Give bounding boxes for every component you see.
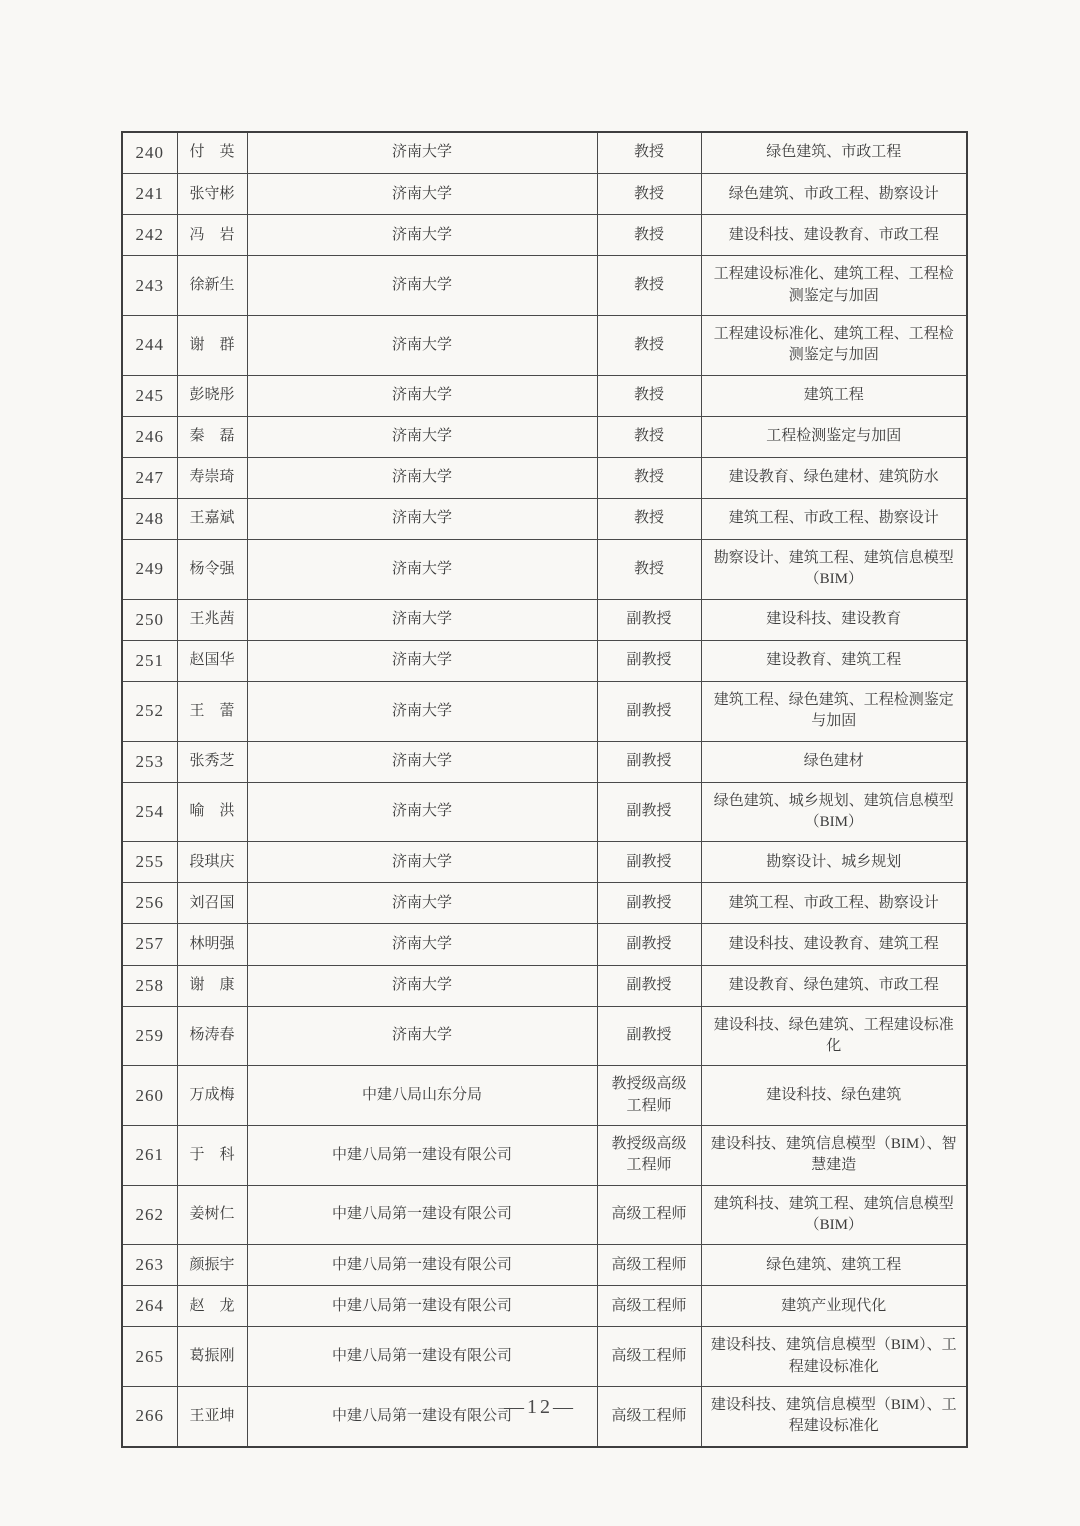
title-cell: 副教授 — [597, 965, 701, 1006]
name-cell: 谢 康 — [177, 965, 247, 1006]
row-number-cell: 258 — [122, 965, 177, 1006]
name-cell: 万成梅 — [177, 1066, 247, 1126]
title-cell: 教授 — [597, 540, 701, 600]
organization-cell: 中建八局山东分局 — [247, 1066, 597, 1126]
specialty-cell: 工程检测鉴定与加固 — [701, 416, 967, 457]
table-row — [122, 883, 967, 924]
specialty-cell: 建设科技、建设教育、建筑工程 — [701, 924, 967, 965]
specialty-cell: 建筑工程、市政工程、勘察设计 — [701, 883, 967, 924]
table-row — [122, 375, 967, 416]
row-number-cell: 263 — [122, 1245, 177, 1286]
specialty-cell: 建筑科技、建筑工程、建筑信息模型（BIM） — [701, 1185, 967, 1245]
expert-list-table — [121, 131, 968, 1448]
title-cell: 副教授 — [597, 782, 701, 842]
table-row — [122, 1125, 967, 1185]
organization-cell: 济南大学 — [247, 256, 597, 316]
name-cell: 林明强 — [177, 924, 247, 965]
table-row — [122, 741, 967, 782]
specialty-cell: 建设科技、绿色建筑、工程建设标准化 — [701, 1006, 967, 1066]
row-number-cell: 266 — [122, 1386, 177, 1446]
table-row — [122, 416, 967, 457]
row-number-cell: 244 — [122, 315, 177, 375]
name-cell: 谢 群 — [177, 315, 247, 375]
row-number-cell: 251 — [122, 640, 177, 681]
name-cell: 段琪庆 — [177, 842, 247, 883]
organization-cell: 济南大学 — [247, 457, 597, 498]
title-cell: 副教授 — [597, 681, 701, 741]
table-row — [122, 1286, 967, 1327]
organization-cell: 济南大学 — [247, 782, 597, 842]
table-row — [122, 782, 967, 842]
organization-cell: 济南大学 — [247, 215, 597, 256]
row-number-cell: 252 — [122, 681, 177, 741]
title-cell: 教授 — [597, 457, 701, 498]
title-cell: 高级工程师 — [597, 1327, 701, 1387]
name-cell: 张守彬 — [177, 174, 247, 215]
table-row — [122, 640, 967, 681]
row-number-cell: 264 — [122, 1286, 177, 1327]
title-cell: 高级工程师 — [597, 1386, 701, 1446]
title-cell: 教授 — [597, 315, 701, 375]
organization-cell: 济南大学 — [247, 132, 597, 174]
name-cell: 王嘉斌 — [177, 498, 247, 539]
name-cell: 彭晓彤 — [177, 375, 247, 416]
specialty-cell: 绿色建筑、建筑工程 — [701, 1245, 967, 1286]
organization-cell: 济南大学 — [247, 741, 597, 782]
table-row — [122, 174, 967, 215]
table-row — [122, 1327, 967, 1387]
row-number-cell: 256 — [122, 883, 177, 924]
title-cell: 副教授 — [597, 924, 701, 965]
specialty-cell: 绿色建筑、市政工程 — [701, 132, 967, 174]
specialty-cell: 工程建设标准化、建筑工程、工程检测鉴定与加固 — [701, 256, 967, 316]
title-cell: 副教授 — [597, 741, 701, 782]
name-cell: 喻 洪 — [177, 782, 247, 842]
name-cell: 杨令强 — [177, 540, 247, 600]
organization-cell: 济南大学 — [247, 1006, 597, 1066]
title-cell: 教授 — [597, 498, 701, 539]
organization-cell: 济南大学 — [247, 498, 597, 539]
title-cell: 教授 — [597, 174, 701, 215]
row-number-cell: 243 — [122, 256, 177, 316]
row-number-cell: 254 — [122, 782, 177, 842]
specialty-cell: 勘察设计、城乡规划 — [701, 842, 967, 883]
organization-cell: 济南大学 — [247, 174, 597, 215]
table-row — [122, 315, 967, 375]
title-cell: 教授 — [597, 215, 701, 256]
specialty-cell: 绿色建材 — [701, 741, 967, 782]
name-cell: 徐新生 — [177, 256, 247, 316]
name-cell: 杨涛春 — [177, 1006, 247, 1066]
specialty-cell: 绿色建筑、市政工程、勘察设计 — [701, 174, 967, 215]
row-number-cell: 248 — [122, 498, 177, 539]
organization-cell: 中建八局第一建设有限公司 — [247, 1386, 597, 1446]
row-number-cell: 240 — [122, 132, 177, 174]
table-row — [122, 1245, 967, 1286]
title-cell: 高级工程师 — [597, 1286, 701, 1327]
row-number-cell: 259 — [122, 1006, 177, 1066]
row-number-cell: 246 — [122, 416, 177, 457]
row-number-cell: 249 — [122, 540, 177, 600]
name-cell: 王亚坤 — [177, 1386, 247, 1446]
table-row — [122, 132, 967, 174]
row-number-cell: 247 — [122, 457, 177, 498]
row-number-cell: 257 — [122, 924, 177, 965]
organization-cell: 中建八局第一建设有限公司 — [247, 1286, 597, 1327]
title-cell: 副教授 — [597, 599, 701, 640]
organization-cell: 中建八局第一建设有限公司 — [247, 1245, 597, 1286]
table-row — [122, 215, 967, 256]
organization-cell: 济南大学 — [247, 842, 597, 883]
title-cell: 高级工程师 — [597, 1185, 701, 1245]
organization-cell: 中建八局第一建设有限公司 — [247, 1125, 597, 1185]
name-cell: 颜振宇 — [177, 1245, 247, 1286]
name-cell: 于 科 — [177, 1125, 247, 1185]
organization-cell: 济南大学 — [247, 599, 597, 640]
organization-cell: 中建八局第一建设有限公司 — [247, 1327, 597, 1387]
specialty-cell: 建筑工程、绿色建筑、工程检测鉴定与加固 — [701, 681, 967, 741]
table-row — [122, 924, 967, 965]
specialty-cell: 建设教育、绿色建筑、市政工程 — [701, 965, 967, 1006]
specialty-cell: 建设教育、绿色建材、建筑防水 — [701, 457, 967, 498]
specialty-cell: 绿色建筑、城乡规划、建筑信息模型（BIM） — [701, 782, 967, 842]
name-cell: 秦 磊 — [177, 416, 247, 457]
title-cell: 教授 — [597, 416, 701, 457]
specialty-cell: 建设科技、建设教育 — [701, 599, 967, 640]
expert-table-body — [122, 132, 967, 1447]
row-number-cell: 241 — [122, 174, 177, 215]
specialty-cell: 建设科技、建筑信息模型（BIM）、智慧建造 — [701, 1125, 967, 1185]
organization-cell: 济南大学 — [247, 416, 597, 457]
specialty-cell: 建设科技、建设教育、市政工程 — [701, 215, 967, 256]
row-number-cell: 255 — [122, 842, 177, 883]
row-number-cell: 245 — [122, 375, 177, 416]
row-number-cell: 260 — [122, 1066, 177, 1126]
specialty-cell: 建筑产业现代化 — [701, 1286, 967, 1327]
organization-cell: 济南大学 — [247, 375, 597, 416]
row-number-cell: 250 — [122, 599, 177, 640]
table-row — [122, 599, 967, 640]
name-cell: 王 蕾 — [177, 681, 247, 741]
title-cell: 副教授 — [597, 640, 701, 681]
organization-cell: 济南大学 — [247, 883, 597, 924]
specialty-cell: 建设科技、建筑信息模型（BIM）、工程建设标准化 — [701, 1386, 967, 1446]
table-row — [122, 965, 967, 1006]
title-cell: 教授 — [597, 375, 701, 416]
table-row — [122, 1066, 967, 1126]
title-cell: 高级工程师 — [597, 1245, 701, 1286]
row-number-cell: 253 — [122, 741, 177, 782]
table-row — [122, 457, 967, 498]
table-row — [122, 540, 967, 600]
name-cell: 赵 龙 — [177, 1286, 247, 1327]
organization-cell: 济南大学 — [247, 540, 597, 600]
title-cell: 副教授 — [597, 1006, 701, 1066]
specialty-cell: 建设科技、绿色建筑 — [701, 1066, 967, 1126]
row-number-cell: 261 — [122, 1125, 177, 1185]
specialty-cell: 建筑工程 — [701, 375, 967, 416]
title-cell: 教授 — [597, 132, 701, 174]
name-cell: 张秀芝 — [177, 741, 247, 782]
organization-cell: 济南大学 — [247, 640, 597, 681]
table-row — [122, 1006, 967, 1066]
name-cell: 冯 岩 — [177, 215, 247, 256]
table-row — [122, 842, 967, 883]
name-cell: 付 英 — [177, 132, 247, 174]
table-row — [122, 256, 967, 316]
specialty-cell: 建筑工程、市政工程、勘察设计 — [701, 498, 967, 539]
title-cell: 副教授 — [597, 842, 701, 883]
row-number-cell: 242 — [122, 215, 177, 256]
organization-cell: 济南大学 — [247, 965, 597, 1006]
page-number: —12— — [504, 1396, 576, 1418]
name-cell: 寿崇琦 — [177, 457, 247, 498]
organization-cell: 济南大学 — [247, 315, 597, 375]
title-cell: 教授级高级工程师 — [597, 1125, 701, 1185]
row-number-cell: 262 — [122, 1185, 177, 1245]
specialty-cell: 建设教育、建筑工程 — [701, 640, 967, 681]
table-row — [122, 498, 967, 539]
name-cell: 葛振刚 — [177, 1327, 247, 1387]
specialty-cell: 工程建设标准化、建筑工程、工程检测鉴定与加固 — [701, 315, 967, 375]
organization-cell: 济南大学 — [247, 924, 597, 965]
organization-cell: 济南大学 — [247, 681, 597, 741]
name-cell: 王兆茜 — [177, 599, 247, 640]
table-row — [122, 681, 967, 741]
specialty-cell: 勘察设计、建筑工程、建筑信息模型（BIM） — [701, 540, 967, 600]
title-cell: 教授级高级工程师 — [597, 1066, 701, 1126]
specialty-cell: 建设科技、建筑信息模型（BIM）、工程建设标准化 — [701, 1327, 967, 1387]
title-cell: 教授 — [597, 256, 701, 316]
name-cell: 姜树仁 — [177, 1185, 247, 1245]
organization-cell: 中建八局第一建设有限公司 — [247, 1185, 597, 1245]
row-number-cell: 265 — [122, 1327, 177, 1387]
table-row — [122, 1185, 967, 1245]
name-cell: 赵国华 — [177, 640, 247, 681]
name-cell: 刘召国 — [177, 883, 247, 924]
title-cell: 副教授 — [597, 883, 701, 924]
